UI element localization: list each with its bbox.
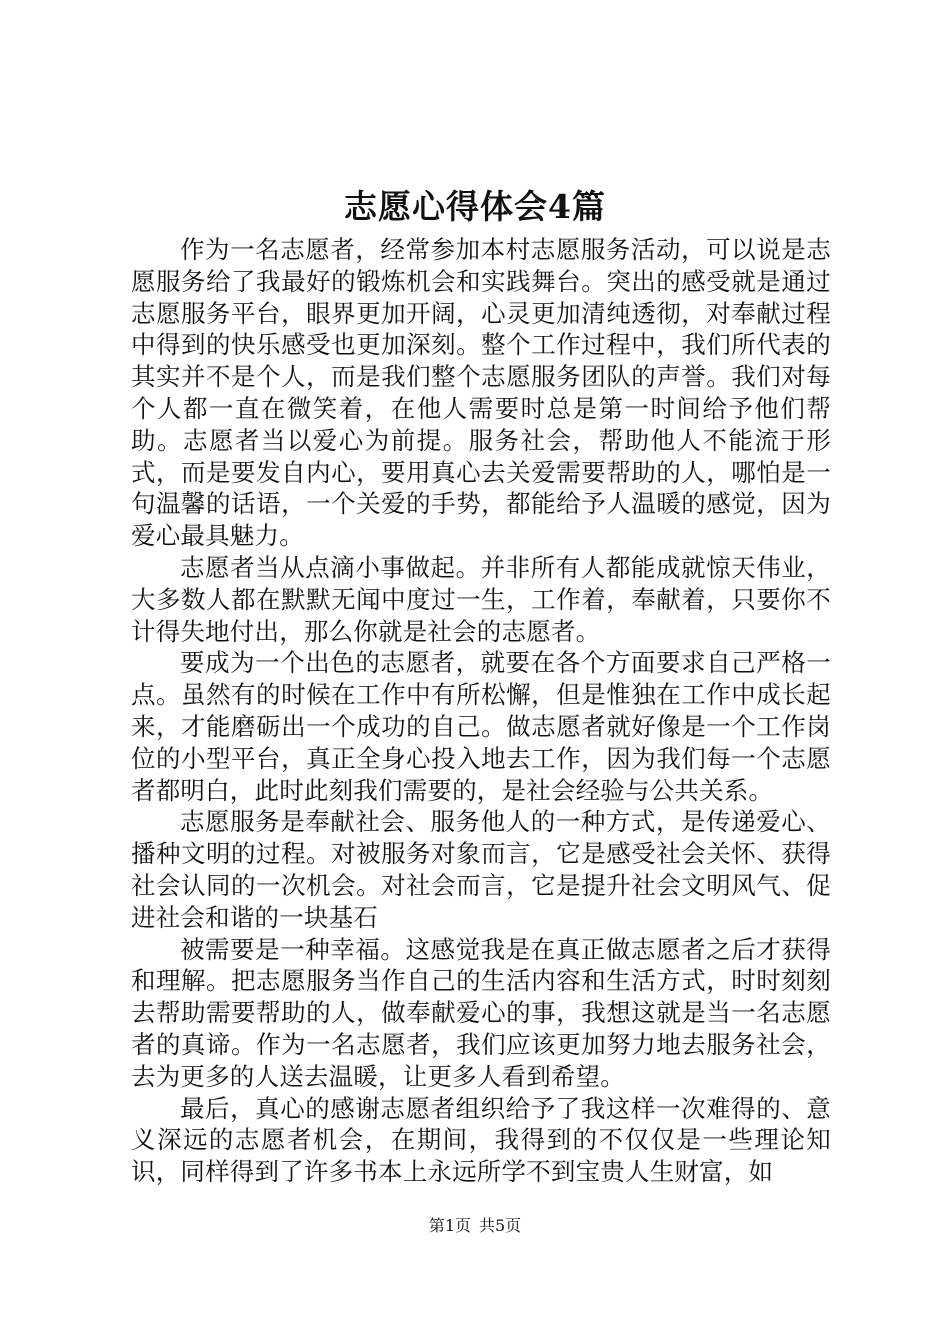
document-title: 志愿心得体会4篇: [344, 187, 606, 226]
paragraph: 被需要是一种幸福。这感觉我是在真正做志愿者之后才获得和理解。把志愿服务当作自己的生活内容和生活方式，时时刻刻去帮助需要帮助的人，做奉献爱心的事，我想这就是当一名志愿者的真谛。作为一名志愿者，我们应该更加努力地去服务社会，去为更多的人送去温暖，让更多人看到希望。: [131, 934, 831, 1091]
paragraph: 志愿者当从点滴小事做起。并非所有人都能成就惊天伟业，大多数人都在默默无闻中度过一生，工作着，奉献着，只要你不计得失地付出，那么你就是社会的志愿者。: [131, 552, 831, 646]
page-footer: [0, 1215, 950, 1237]
paragraph: 作为一名志愿者，经常参加本村志愿服务活动，可以说是志愿服务给了我最好的锻炼机会和实践舞台。突出的感受就是通过志愿服务平台，眼界更加开阔，心灵更加清纯透彻，对奉献过程中得到的快乐感受也更加深刻。整个工作过程中，我们所代表的其实并不是个人，而是我们整个志愿服务团队的声誉。我们对每个人都一直在微笑着，在他人需要时总是第一时间给予他们帮助。志愿者当以爱心为前提。服务社会，帮助他人不能流于形式，而是要发自内心，要用真心去关爱需要帮助的人，哪怕是一句温馨的话语，一个关爱的手势，都能给予人温暖的感觉，因为爱心最具魅力。: [131, 235, 831, 551]
page-number: 第1页: [428, 1216, 471, 1235]
paragraph: 最后，真心的感谢志愿者组织给予了我这样一次难得的、意义深远的志愿者机会，在期间，我得到的不仅仅是一些理论知识，同样得到了许多书本上永远所学不到宝贵人生财富，如: [131, 1093, 831, 1187]
paragraph: 要成为一个出色的志愿者，就要在各个方面要求自己严格一点。虽然有的时候在工作中有所松懈，但是惟独在工作中成长起来，才能磨砺出一个成功的自己。做志愿者就好像是一个工作岗位的小型平台，真正全身心投入地去工作，因为我们每一个志愿者都明白，此时此刻我们需要的，是社会经验与公共关系。: [131, 648, 831, 805]
page-total: 共5页: [479, 1216, 522, 1235]
paragraph: 志愿服务是奉献社会、服务他人的一种方式，是传递爱心、播种文明的过程。对被服务对象而言，它是感受社会关怀、获得社会认同的一次机会。对社会而言，它是提升社会文明风气、促进社会和谐的一块基石: [131, 807, 831, 932]
document-body: [131, 234, 831, 1188]
